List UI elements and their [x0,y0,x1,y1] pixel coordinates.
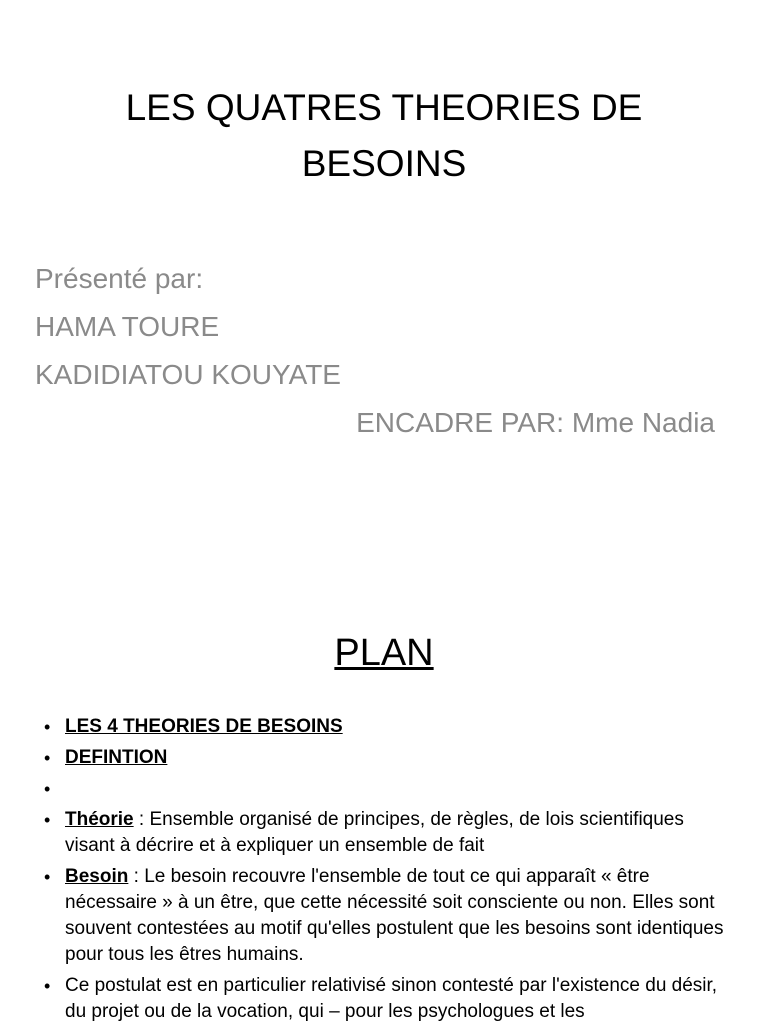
bullet-item [44,864,734,968]
bullet-text: LES 4 THEORIES DE BESOINS [65,716,343,737]
bullet-item [44,714,734,740]
bullet-item [44,807,734,859]
bullet-text: Ce postulat est en particulier relativisé sinon contesté par l'existence du désir, du projet ou de la vocation, qui – pour les psychologues et les [65,975,718,1022]
title-line-1: LES QUATRES THEORIES DE [125,87,643,128]
slide-title [60,80,708,192]
definition-term: Théorie [65,809,134,830]
supervisor-line: ENCADRE PAR: Mme Nadia [356,407,715,438]
presented-by-label: Présenté par: [35,263,204,294]
bullet-text: DEFINTION [65,747,168,768]
bullet-item [44,745,734,771]
definition-text: : Le besoin recouvre l'ensemble de tout ce qui apparaît « être nécessaire » à un être, que cette nécessité soit consciente ou non. Elles sont souvent contestées au motif qu'elles postulent que les besoins sont identiques pour tous les êtres humains. [65,866,724,965]
plan-heading: PLAN [334,632,434,674]
title-line-2: BESOINS [301,143,467,184]
author-name: HAMA TOURE [35,311,220,342]
definition-term: Besoin [65,866,129,887]
bullet-item-empty [44,776,734,802]
plan-slide [0,576,768,1024]
bullet-item [44,973,734,1025]
slide-subtitle [35,255,735,447]
definition-text: : Ensemble organisé de principes, de règles, de lois scientifiques visant à décrire et à expliquer un ensemble de fait [65,809,684,856]
author-name: KADIDIATOU KOUYATE [35,359,341,390]
plan-bullet-list [44,714,734,1030]
